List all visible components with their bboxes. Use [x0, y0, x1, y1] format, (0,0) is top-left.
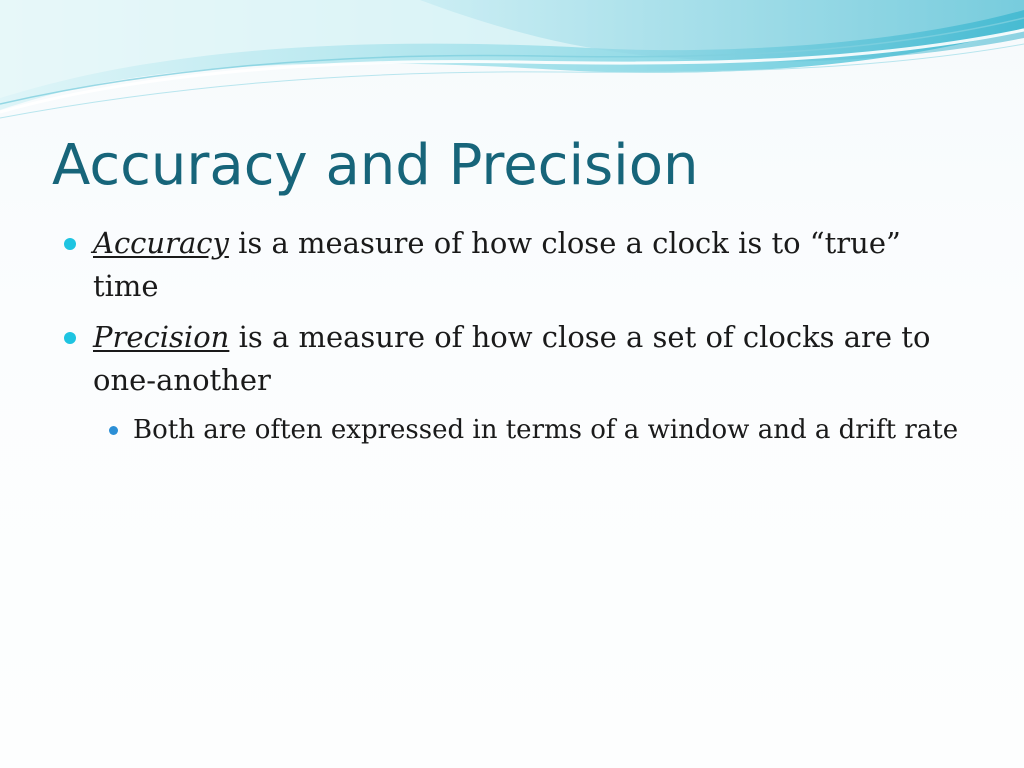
bullet-precision — [60, 316, 960, 402]
term-precision: Precision — [93, 320, 230, 354]
bullet-dot-icon — [64, 332, 76, 344]
term-accuracy: Accuracy — [93, 226, 229, 260]
bullet-text: is a measure of how close a clock is to “true” time — [93, 226, 901, 303]
sub-bullet-dot-icon — [109, 426, 118, 435]
slide-title: Accuracy and Precision — [52, 133, 699, 198]
bullet-accuracy — [60, 222, 960, 308]
slide-body — [60, 222, 960, 450]
bullet-text: is a measure of how close a set of clocks are to one-another — [93, 320, 931, 397]
sub-bullet-window-drift — [60, 410, 960, 450]
bullet-dot-icon — [64, 238, 76, 250]
wave-header-decoration — [0, 0, 1024, 130]
sub-bullet-text: Both are often expressed in terms of a window and a drift rate — [133, 415, 959, 445]
